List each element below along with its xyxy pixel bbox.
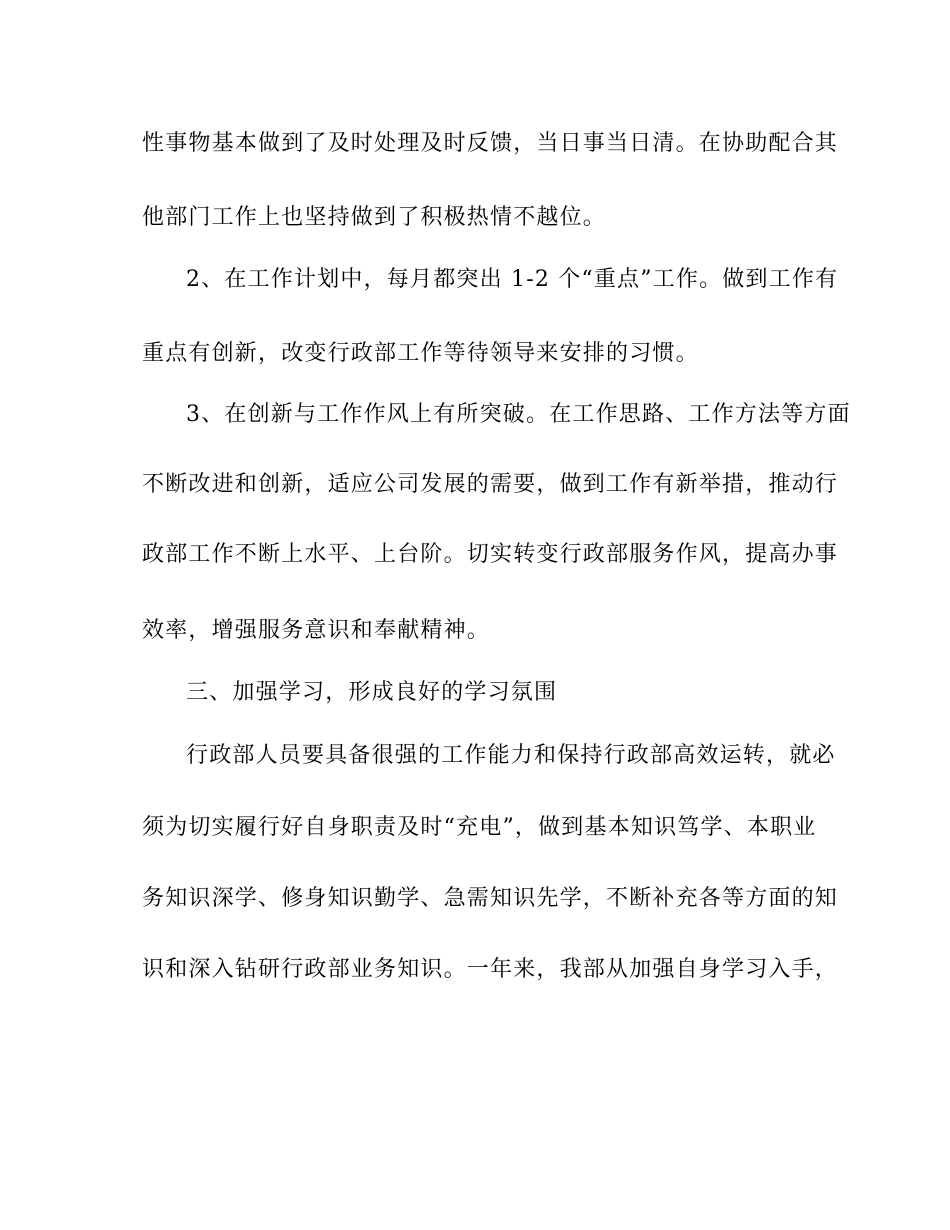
- body-text-line: 不断改进和创新，适应公司发展的需要，做到工作有新举措，推动行: [142, 472, 839, 497]
- body-text-line: 务知识深学、修身知识勤学、急需知识先学，不断补充各等方面的知: [142, 886, 839, 911]
- section-heading: 三、加强学习，形成良好的学习氛围: [186, 680, 558, 705]
- paragraph-start-line: 3、在创新与工作作风上有所突破。在工作思路、工作方法等方面: [186, 402, 851, 427]
- body-text-line: 须为切实履行好自身职责及时“充电”，做到基本知识笃学、本职业: [142, 815, 817, 840]
- body-text-line: 政部工作不断上水平、上台阶。切实转变行政部服务作风，提高办事: [142, 542, 839, 567]
- body-text-line: 识和深入钻研行政部业务知识。一年来，我部从加强自身学习入手，: [142, 957, 839, 982]
- body-text-line: 性事物基本做到了及时处理及时反馈，当日事当日清。在协助配合其: [142, 131, 839, 156]
- paragraph-start-line: 行政部人员要具备很强的工作能力和保持行政部高效运转，就必: [186, 743, 836, 768]
- paragraph-start-line: 2、在工作计划中，每月都突出 1-2 个“重点”工作。做到工作有: [186, 267, 839, 292]
- body-text-line: 重点有创新，改变行政部工作等待领导来安排的习惯。: [142, 341, 699, 366]
- body-text-line: 效率，增强服务意识和奉献精神。: [142, 618, 491, 643]
- body-text-line: 他部门工作上也坚持做到了积极热情不越位。: [142, 205, 607, 230]
